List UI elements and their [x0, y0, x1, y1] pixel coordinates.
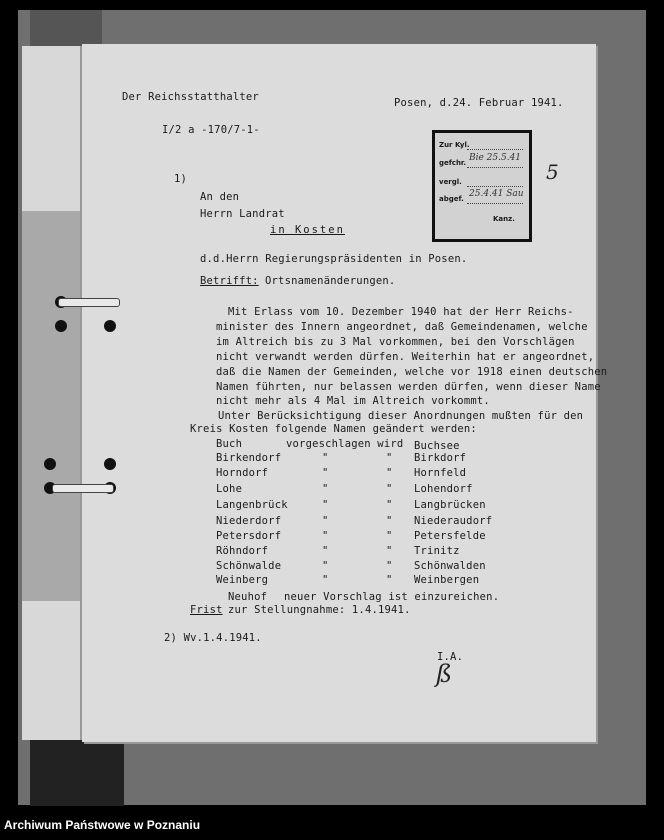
ditto-mark: ": [322, 530, 329, 542]
ditto-mark: ": [322, 483, 329, 495]
body-line: im Altreich bis zu 3 Mal vorkommen, bei den Vorschlägen: [216, 336, 575, 348]
archive-caption: Archiwum Państwowe w Poznaniu: [4, 818, 201, 832]
ditto-mark: ": [322, 499, 329, 511]
address-line-2: Herrn Landrat: [200, 208, 285, 220]
binder-strip: [22, 211, 80, 601]
ditto-mark: ": [322, 515, 329, 527]
new-name: Trinitz: [414, 545, 460, 557]
binder-clip: [58, 298, 120, 307]
ditto-mark: ": [322, 574, 329, 586]
address-line-1: An den: [200, 191, 240, 203]
deadline-text: zur Stellungnahme: 1.4.1941.: [228, 604, 411, 616]
stamp-label: abgef.: [439, 195, 464, 203]
table-row-new: Buchsee: [414, 440, 460, 452]
stamp-label: Kanz.: [493, 215, 515, 223]
stamp-label: vergl.: [439, 178, 462, 186]
old-name: Langenbrück: [216, 499, 288, 511]
stamp-line: [467, 167, 523, 168]
signature-ia: I.A.: [437, 651, 464, 663]
new-name: Langbrücken: [414, 499, 486, 511]
new-name: Hornfeld: [414, 467, 467, 479]
body-line: Namen führten, nur belassen werden dürfen, wenn dieser Name: [216, 381, 601, 393]
margin-note: 5: [546, 160, 559, 184]
old-name: Petersdorf: [216, 530, 282, 542]
body-line: Unter Berücksichtigung dieser Anordnungen mußten für den: [218, 410, 584, 422]
stamp-line: [467, 203, 523, 204]
ditto-mark: ": [322, 545, 329, 557]
old-name: Horndorf: [216, 467, 269, 479]
punch-hole: [104, 458, 116, 470]
stamp-value: Bie 25.5.41: [469, 153, 522, 163]
stamp-label: gefchr.: [439, 159, 467, 167]
ditto-mark: ": [386, 483, 393, 495]
item-number-1: 1): [174, 173, 188, 185]
binder-clip: [52, 484, 114, 493]
ditto-mark: ": [322, 452, 329, 464]
stamp-label: Zur Kyl.: [439, 141, 470, 149]
binder-spine: [22, 46, 82, 740]
body-line: nicht mehr als 4 Mal im Altreich vorkommt.: [216, 395, 490, 407]
place-date: Posen, d.24. Februar 1941.: [394, 97, 564, 109]
body-line: nicht verwandt werden dürfen. Weiterhin hat er angeordnet,: [216, 351, 595, 363]
ditto-mark: ": [386, 574, 393, 586]
body-line: daß die Namen der Gemeinden, welche vor 1918 einen deutschen: [216, 366, 608, 378]
body-line: Mit Erlass vom 10. Dezember 1940 hat der Herr Reichs-: [228, 306, 574, 318]
deadline-label: Frist: [190, 604, 223, 616]
subject-text: Ortsnamenänderungen.: [265, 275, 396, 287]
old-name: Niederdorf: [216, 515, 282, 527]
reference-number: I/2 a -170/7-1-: [162, 124, 260, 136]
registry-stamp: [432, 130, 532, 242]
ditto-mark: ": [386, 467, 393, 479]
ditto-mark: ": [386, 499, 393, 511]
ditto-mark: ": [386, 515, 393, 527]
punch-hole: [104, 320, 116, 332]
body-line: Kreis Kosten folgende Namen geändert werden:: [190, 423, 477, 435]
old-name: Birkendorf: [216, 452, 282, 464]
old-name: Weinberg: [216, 574, 269, 586]
address-line-3: in Kosten: [270, 224, 345, 236]
signature-mark: ß: [436, 660, 453, 688]
address-via: d.d.Herrn Regierungspräsidenten in Posen.: [200, 253, 468, 265]
new-name: Niederaudorf: [414, 515, 493, 527]
ditto-mark: ": [386, 452, 393, 464]
table-header-proposed: vorgeschlagen wird: [286, 438, 404, 450]
sender: Der Reichsstatthalter: [122, 91, 259, 103]
ditto-mark: ": [386, 530, 393, 542]
neuhof-text: neuer Vorschlag ist einzureichen.: [284, 591, 500, 603]
stamp-value: 25.4.41 Sau: [469, 189, 524, 199]
ditto-mark: ": [322, 467, 329, 479]
subject-label: Betrifft:: [200, 275, 259, 287]
binder-base: [30, 740, 124, 806]
old-name: Röhndorf: [216, 545, 269, 557]
new-name: Birkdorf: [414, 452, 467, 464]
new-name: Lohendorf: [414, 483, 473, 495]
new-name: Petersfelde: [414, 530, 486, 542]
ditto-mark: ": [386, 560, 393, 572]
old-name: Lohe: [216, 483, 243, 495]
body-line: minister des Innern angeordnet, daß Gemeindenamen, welche: [216, 321, 588, 333]
stamp-line: [467, 186, 523, 187]
table-row-old: Buch: [216, 438, 243, 450]
new-name: Weinbergen: [414, 574, 480, 586]
punch-hole: [44, 458, 56, 470]
old-name: Schönwalde: [216, 560, 282, 572]
punch-hole: [55, 320, 67, 332]
new-name: Schönwalden: [414, 560, 486, 572]
item-number-2: 2) Wv.1.4.1941.: [164, 632, 262, 644]
ditto-mark: ": [386, 545, 393, 557]
stamp-line: [467, 149, 523, 150]
neuhof-name: Neuhof: [228, 591, 268, 603]
ditto-mark: ": [322, 560, 329, 572]
binder-top-shadow: [30, 10, 102, 46]
